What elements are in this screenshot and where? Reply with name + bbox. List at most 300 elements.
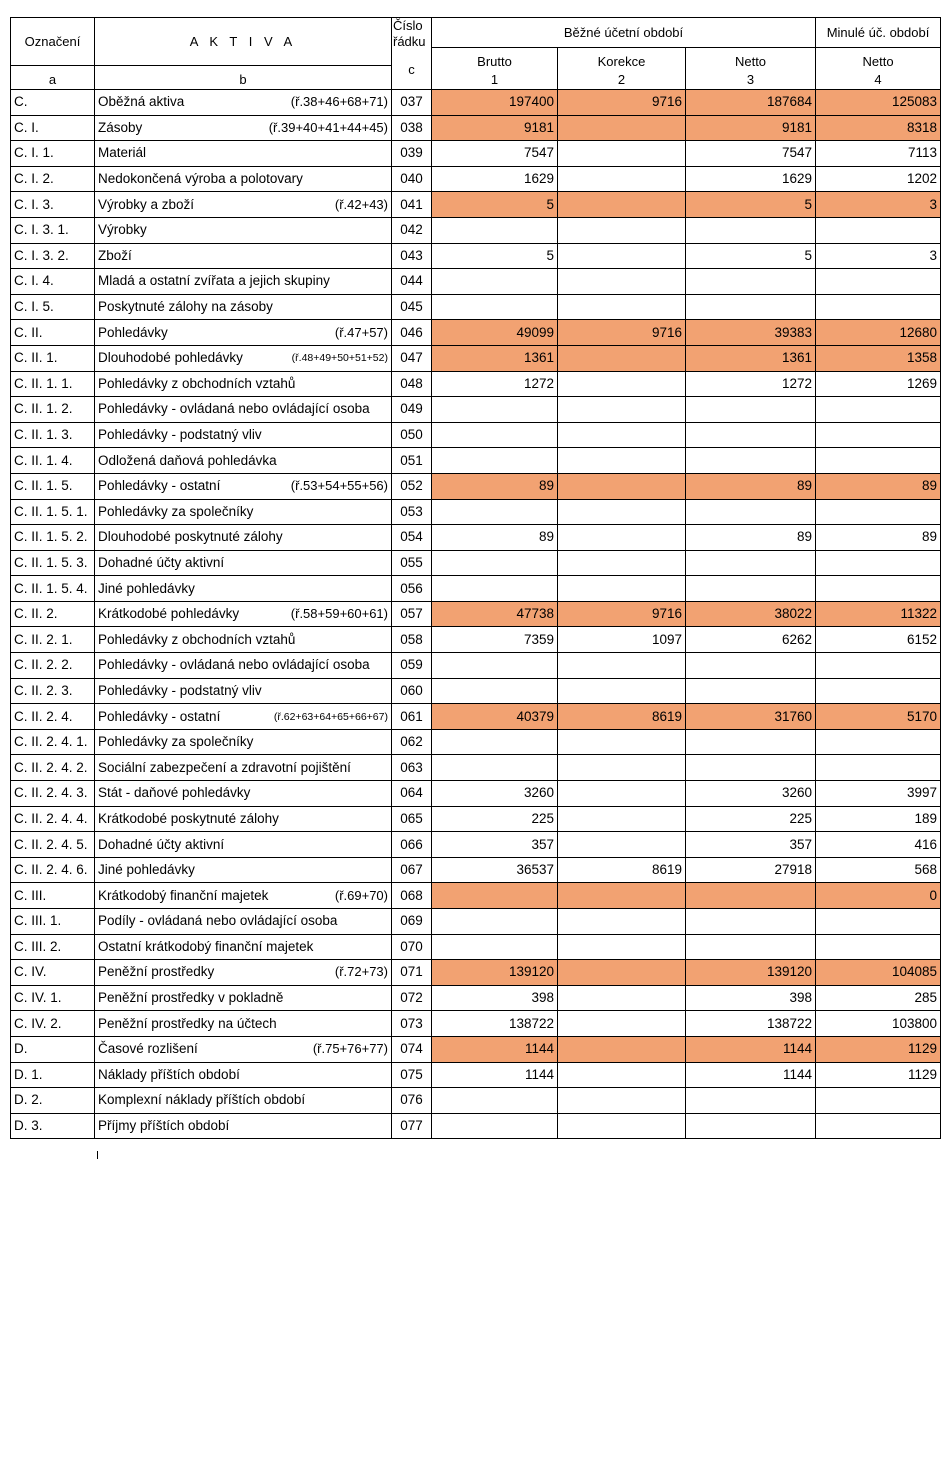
row-line-number: 066 [392, 832, 432, 858]
row-korekce [558, 832, 686, 858]
row-brutto: 139120 [432, 960, 558, 986]
row-netto-prev: 3 [816, 243, 941, 269]
row-code: C. II. 2. 4. 1. [11, 729, 95, 755]
row-code: C. I. 3. 1. [11, 217, 95, 243]
row-line-number: 054 [392, 525, 432, 551]
row-netto [686, 550, 816, 576]
row-netto-prev: 11322 [816, 601, 941, 627]
row-name: Pohledávky - ostatní [98, 478, 221, 494]
row-brutto: 225 [432, 806, 558, 832]
row-line-number: 073 [392, 1011, 432, 1037]
row-netto-prev: 285 [816, 985, 941, 1011]
row-korekce: 8619 [558, 857, 686, 883]
row-code: C. II. 2. 4. [11, 704, 95, 730]
row-brutto: 7547 [432, 141, 558, 167]
row-formula: (ř.69+70) [334, 887, 388, 903]
row-name-cell [95, 473, 392, 499]
row-code: C. II. 2. 1. [11, 627, 95, 653]
row-korekce: 1097 [558, 627, 686, 653]
row-code: C. II. 1. 4. [11, 448, 95, 474]
row-code: C. II. 1. 5. 2. [11, 525, 95, 551]
row-line-number: 077 [392, 1113, 432, 1139]
row-brutto [432, 653, 558, 679]
row-name-cell [95, 243, 392, 269]
row-brutto [432, 1088, 558, 1114]
row-brutto [432, 883, 558, 909]
row-code: C. I. 3. [11, 192, 95, 218]
row-line-number: 053 [392, 499, 432, 525]
header-aktiva: A K T I V A [95, 18, 392, 66]
row-netto [686, 294, 816, 320]
row-netto-prev [816, 1113, 941, 1139]
header-letter-b: b [95, 66, 392, 90]
row-brutto [432, 909, 558, 935]
row-netto [686, 653, 816, 679]
row-netto-prev [816, 678, 941, 704]
row-brutto [432, 294, 558, 320]
table-row [11, 243, 941, 269]
row-code: C. III. [11, 883, 95, 909]
row-netto [686, 909, 816, 935]
table-row [11, 115, 941, 141]
row-name-cell [95, 166, 392, 192]
row-line-number: 052 [392, 473, 432, 499]
row-name: Jiné pohledávky [98, 580, 195, 596]
row-netto-prev: 3997 [816, 781, 941, 807]
row-name: Dlouhodobé pohledávky [98, 350, 243, 366]
row-name-cell [95, 422, 392, 448]
row-korekce [558, 499, 686, 525]
row-brutto: 1629 [432, 166, 558, 192]
row-formula: (ř.47+57) [334, 324, 388, 340]
row-name-cell [95, 627, 392, 653]
row-name-cell [95, 806, 392, 832]
row-netto [686, 422, 816, 448]
row-name-cell [95, 269, 392, 295]
row-line-number: 043 [392, 243, 432, 269]
row-netto [686, 217, 816, 243]
row-code: C. II. 1. 1. [11, 371, 95, 397]
row-name: Pohledávky - podstatný vliv [98, 427, 262, 443]
row-brutto [432, 678, 558, 704]
row-netto: 3260 [686, 781, 816, 807]
row-formula: (ř.53+54+55+56) [290, 478, 388, 494]
row-name-cell [95, 729, 392, 755]
table-row [11, 473, 941, 499]
row-netto: 187684 [686, 90, 816, 116]
row-code: C. III. 2. [11, 934, 95, 960]
row-name-cell [95, 1011, 392, 1037]
row-name: Pohledávky - ostatní [98, 708, 221, 724]
row-line-number: 042 [392, 217, 432, 243]
row-korekce [558, 166, 686, 192]
row-brutto [432, 576, 558, 602]
row-korekce [558, 371, 686, 397]
row-korekce [558, 806, 686, 832]
row-line-number: 051 [392, 448, 432, 474]
header-korekce [558, 48, 686, 90]
table-header [11, 18, 941, 90]
row-netto-prev [816, 397, 941, 423]
row-line-number: 067 [392, 857, 432, 883]
row-netto-prev [816, 1088, 941, 1114]
row-netto [686, 755, 816, 781]
row-brutto [432, 1113, 558, 1139]
row-netto [686, 397, 816, 423]
row-korekce [558, 141, 686, 167]
row-line-number: 064 [392, 781, 432, 807]
row-brutto [432, 499, 558, 525]
row-line-number: 069 [392, 909, 432, 935]
table-row [11, 1011, 941, 1037]
row-brutto [432, 729, 558, 755]
row-korekce [558, 397, 686, 423]
row-name-cell [95, 115, 392, 141]
row-netto-prev [816, 294, 941, 320]
row-netto-prev: 104085 [816, 960, 941, 986]
row-line-number: 039 [392, 141, 432, 167]
row-netto-prev: 1358 [816, 345, 941, 371]
table-row [11, 806, 941, 832]
row-brutto: 5 [432, 192, 558, 218]
row-korekce [558, 448, 686, 474]
row-line-number: 071 [392, 960, 432, 986]
row-netto: 27918 [686, 857, 816, 883]
header-brutto-label: Brutto [477, 54, 512, 69]
header-num-2: 2 [617, 72, 626, 87]
row-name-cell [95, 550, 392, 576]
row-name-cell [95, 499, 392, 525]
row-name-cell [95, 960, 392, 986]
row-brutto: 357 [432, 832, 558, 858]
row-code: C. II. 2. [11, 601, 95, 627]
row-brutto: 1144 [432, 1036, 558, 1062]
table-row [11, 422, 941, 448]
row-netto: 38022 [686, 601, 816, 627]
row-name: Komplexní náklady příštích období [98, 1092, 306, 1108]
header-cislo-line1: Číslo [393, 18, 423, 33]
row-netto-prev: 12680 [816, 320, 941, 346]
border-tail [97, 1151, 98, 1159]
row-code: C. I. 5. [11, 294, 95, 320]
row-name-cell [95, 371, 392, 397]
row-netto: 1272 [686, 371, 816, 397]
row-code: C. II. 2. 4. 2. [11, 755, 95, 781]
table-row [11, 678, 941, 704]
row-netto: 7547 [686, 141, 816, 167]
row-line-number: 057 [392, 601, 432, 627]
header-letter-a: a [11, 66, 95, 90]
row-brutto [432, 217, 558, 243]
row-netto-prev [816, 576, 941, 602]
row-line-number: 044 [392, 269, 432, 295]
row-name: Oběžná aktiva [98, 94, 185, 110]
row-formula: (ř.62+63+64+65+66+67) [273, 710, 388, 723]
row-netto [686, 499, 816, 525]
header-korekce-label: Korekce [597, 54, 646, 69]
row-name-cell [95, 90, 392, 116]
row-netto-prev: 6152 [816, 627, 941, 653]
row-netto-prev [816, 422, 941, 448]
row-netto-prev: 5170 [816, 704, 941, 730]
row-korekce: 9716 [558, 601, 686, 627]
row-line-number: 063 [392, 755, 432, 781]
row-korekce [558, 653, 686, 679]
table-row [11, 397, 941, 423]
row-code: D. [11, 1036, 95, 1062]
row-brutto [432, 269, 558, 295]
row-korekce [558, 192, 686, 218]
row-netto [686, 934, 816, 960]
row-name-cell [95, 601, 392, 627]
row-code: C. II. 1. 5. [11, 473, 95, 499]
row-formula: (ř.38+46+68+71) [290, 94, 388, 110]
row-netto-prev: 3 [816, 192, 941, 218]
row-name-cell [95, 909, 392, 935]
row-korekce [558, 678, 686, 704]
row-name-cell [95, 294, 392, 320]
row-brutto [432, 550, 558, 576]
row-brutto: 40379 [432, 704, 558, 730]
table-row [11, 832, 941, 858]
row-line-number: 040 [392, 166, 432, 192]
row-netto [686, 269, 816, 295]
row-brutto: 1272 [432, 371, 558, 397]
row-netto: 39383 [686, 320, 816, 346]
table-row [11, 1113, 941, 1139]
row-korekce [558, 985, 686, 1011]
header-brutto [432, 48, 558, 90]
table-row [11, 269, 941, 295]
header-letter-c: c [408, 62, 415, 77]
header-num-3: 3 [746, 72, 755, 87]
row-line-number: 061 [392, 704, 432, 730]
row-netto: 5 [686, 243, 816, 269]
row-netto-prev: 1129 [816, 1036, 941, 1062]
header-oznaceni: Označení [11, 18, 95, 66]
row-korekce [558, 729, 686, 755]
header-bezne-obdobi: Běžné účetní období [432, 18, 816, 48]
row-korekce [558, 422, 686, 448]
row-netto-prev [816, 934, 941, 960]
row-korekce [558, 525, 686, 551]
row-korekce [558, 960, 686, 986]
table-row [11, 1088, 941, 1114]
row-code: C. I. 2. [11, 166, 95, 192]
row-brutto: 7359 [432, 627, 558, 653]
row-korekce [558, 883, 686, 909]
header-netto [686, 48, 816, 90]
row-korekce [558, 1036, 686, 1062]
row-name-cell [95, 576, 392, 602]
row-line-number: 059 [392, 653, 432, 679]
table-row [11, 499, 941, 525]
row-name: Pohledávky - ovládaná nebo ovládající osoba [98, 401, 370, 417]
row-korekce [558, 550, 686, 576]
row-name: Mladá a ostatní zvířata a jejich skupiny [98, 273, 330, 289]
row-name: Časové rozlišení [98, 1041, 198, 1057]
row-netto-prev: 8318 [816, 115, 941, 141]
table-row [11, 601, 941, 627]
row-line-number: 068 [392, 883, 432, 909]
row-netto-prev: 416 [816, 832, 941, 858]
row-brutto: 89 [432, 525, 558, 551]
row-name: Pohledávky z obchodních vztahů [98, 375, 296, 391]
row-netto-prev: 89 [816, 473, 941, 499]
row-korekce [558, 1062, 686, 1088]
row-netto: 225 [686, 806, 816, 832]
row-netto-prev [816, 909, 941, 935]
row-netto: 89 [686, 473, 816, 499]
row-code: C. II. 2. 2. [11, 653, 95, 679]
row-code: C. II. 1. 5. 4. [11, 576, 95, 602]
row-code: C. [11, 90, 95, 116]
row-netto-prev: 568 [816, 857, 941, 883]
row-netto-prev: 7113 [816, 141, 941, 167]
row-name: Krátkodobé pohledávky [98, 606, 240, 622]
header-cislo-line2: řádku [393, 34, 426, 49]
row-brutto: 398 [432, 985, 558, 1011]
row-netto: 31760 [686, 704, 816, 730]
row-line-number: 072 [392, 985, 432, 1011]
row-brutto [432, 422, 558, 448]
row-name: Peněžní prostředky [98, 964, 215, 980]
table-row [11, 90, 941, 116]
table-row [11, 448, 941, 474]
row-line-number: 074 [392, 1036, 432, 1062]
table-row [11, 550, 941, 576]
row-code: C. I. 4. [11, 269, 95, 295]
row-brutto: 89 [432, 473, 558, 499]
row-korekce [558, 934, 686, 960]
row-brutto [432, 934, 558, 960]
table-row [11, 576, 941, 602]
row-name: Jiné pohledávky [98, 862, 195, 878]
header-netto-prev [816, 48, 941, 90]
row-brutto [432, 448, 558, 474]
row-line-number: 070 [392, 934, 432, 960]
row-brutto: 1144 [432, 1062, 558, 1088]
table-row [11, 704, 941, 730]
row-netto: 357 [686, 832, 816, 858]
row-brutto: 47738 [432, 601, 558, 627]
row-korekce [558, 909, 686, 935]
row-name-cell [95, 1088, 392, 1114]
row-name-cell [95, 653, 392, 679]
row-korekce [558, 473, 686, 499]
table-row [11, 781, 941, 807]
row-brutto [432, 397, 558, 423]
row-code: C. II. 1. 5. 3. [11, 550, 95, 576]
row-name: Výrobky a zboží [98, 196, 195, 212]
row-brutto: 197400 [432, 90, 558, 116]
row-code: D. 3. [11, 1113, 95, 1139]
row-name-cell [95, 883, 392, 909]
row-netto-prev: 1202 [816, 166, 941, 192]
row-name: Odložená daňová pohledávka [98, 452, 277, 468]
table-row [11, 1036, 941, 1062]
row-line-number: 055 [392, 550, 432, 576]
row-name: Pohledávky za společníky [98, 734, 254, 750]
table-row [11, 627, 941, 653]
row-code: C. I. [11, 115, 95, 141]
header-netto-label: Netto [734, 54, 767, 69]
table-row [11, 525, 941, 551]
row-netto: 1629 [686, 166, 816, 192]
row-netto-prev [816, 653, 941, 679]
row-name-cell [95, 755, 392, 781]
row-name: Zboží [98, 247, 132, 263]
row-line-number: 048 [392, 371, 432, 397]
row-name: Materiál [98, 145, 147, 161]
row-name: Krátkodobý finanční majetek [98, 887, 269, 903]
row-name: Dohadné účty aktivní [98, 836, 225, 852]
table-row [11, 294, 941, 320]
row-netto-prev [816, 755, 941, 781]
row-formula: (ř.75+76+77) [312, 1041, 388, 1057]
row-netto [686, 729, 816, 755]
row-name-cell [95, 857, 392, 883]
row-name: Dohadné účty aktivní [98, 554, 225, 570]
header-cislo-radku [392, 18, 432, 90]
row-code: C. II. 2. 4. 3. [11, 781, 95, 807]
row-netto-prev [816, 729, 941, 755]
row-line-number: 038 [392, 115, 432, 141]
row-code: C. II. 1. [11, 345, 95, 371]
row-korekce [558, 1088, 686, 1114]
table-row [11, 653, 941, 679]
row-netto: 5 [686, 192, 816, 218]
row-line-number: 047 [392, 345, 432, 371]
row-name: Podíly - ovládaná nebo ovládající osoba [98, 913, 338, 929]
row-netto: 1144 [686, 1062, 816, 1088]
table-body [11, 90, 941, 1139]
row-netto [686, 1088, 816, 1114]
row-name-cell [95, 1062, 392, 1088]
row-netto: 1361 [686, 345, 816, 371]
row-netto [686, 576, 816, 602]
row-name: Pohledávky za společníky [98, 503, 254, 519]
row-line-number: 037 [392, 90, 432, 116]
header-num-1: 1 [490, 72, 499, 87]
balance-sheet-table [10, 17, 941, 1139]
row-korekce [558, 217, 686, 243]
row-name-cell [95, 397, 392, 423]
row-brutto: 3260 [432, 781, 558, 807]
row-netto [686, 448, 816, 474]
row-netto-prev: 103800 [816, 1011, 941, 1037]
row-netto-prev [816, 499, 941, 525]
row-name: Nedokončená výroba a polotovary [98, 171, 303, 187]
row-name: Výrobky [98, 222, 147, 238]
row-netto-prev [816, 550, 941, 576]
row-korekce [558, 781, 686, 807]
row-name: Pohledávky - podstatný vliv [98, 682, 262, 698]
row-name-cell [95, 192, 392, 218]
row-korekce [558, 294, 686, 320]
row-name: Stát - daňové pohledávky [98, 785, 251, 801]
row-line-number: 050 [392, 422, 432, 448]
row-code: C. IV. [11, 960, 95, 986]
row-code: C. II. [11, 320, 95, 346]
row-name-cell [95, 345, 392, 371]
row-brutto: 9181 [432, 115, 558, 141]
row-name-cell [95, 320, 392, 346]
row-name: Ostatní krátkodobý finanční majetek [98, 938, 314, 954]
row-line-number: 075 [392, 1062, 432, 1088]
row-korekce: 9716 [558, 90, 686, 116]
row-name: Zásoby [98, 119, 143, 135]
